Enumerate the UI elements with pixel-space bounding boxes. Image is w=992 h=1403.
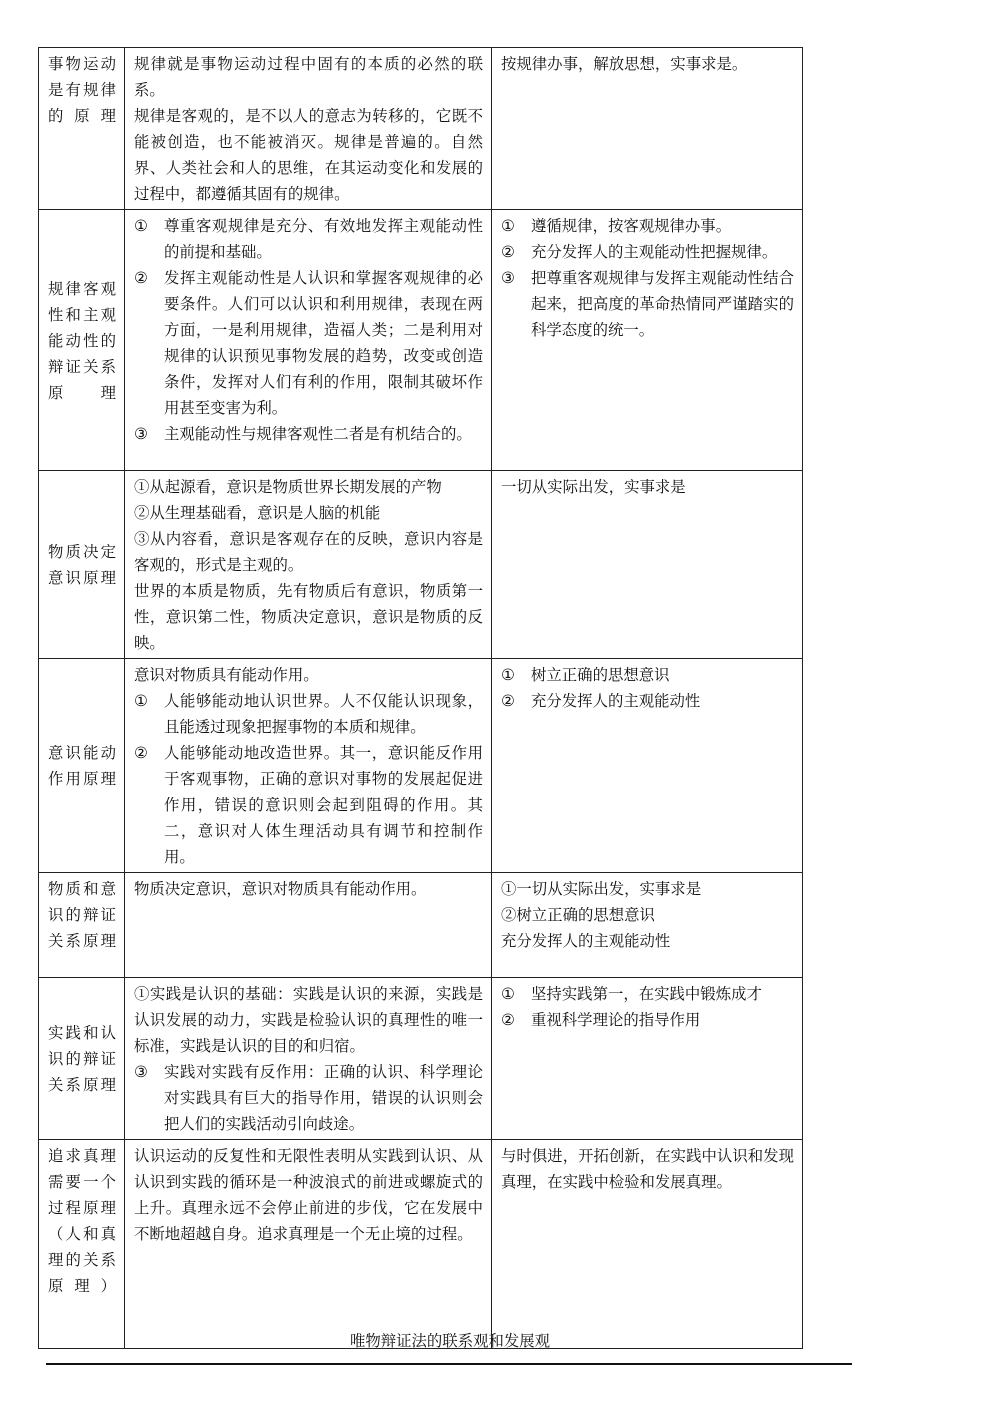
table-row: [39, 210, 803, 471]
table-row: [39, 48, 803, 210]
item-number: ②: [134, 744, 148, 762]
item-number: ①: [134, 217, 148, 235]
paragraph: 与时俱进，开拓创新，在实践中认识和发现真理，在实践中检验和发展真理。: [501, 1147, 794, 1191]
principle-name: 实践和认识的辩证关系原理: [39, 978, 125, 1140]
item-text: 主观能动性与规律客观性二者是有机结合的。: [164, 425, 472, 443]
principle-name: 物质和意识的辩证关系原理: [39, 873, 125, 978]
principle-name: 规律客观性和主观能动性的辩证关系原理: [39, 210, 125, 471]
footer-title: 唯物辩证法的联系观和发展观: [349, 1332, 551, 1350]
numbered-item: [134, 421, 483, 447]
item-number: ③: [501, 269, 515, 287]
table-row: [39, 1140, 803, 1349]
principle-method: [492, 210, 803, 471]
principle-name: 追求真理需要一个过程原理（人和真理的关系原理）: [39, 1140, 125, 1349]
table-row: [39, 471, 803, 659]
principle-method: [492, 471, 803, 659]
numbered-item: [501, 662, 794, 688]
numbered-item: [134, 688, 483, 740]
item-number: ③: [134, 1063, 148, 1081]
numbered-item: [501, 688, 794, 714]
principle-content: [125, 873, 492, 978]
paragraph: ③从内容看，意识是客观存在的反映，意识内容是客观的，形式是主观的。: [134, 530, 483, 574]
item-number: ②: [134, 269, 148, 287]
paragraph: 充分发挥人的主观能动性: [501, 932, 671, 950]
paragraph: 意识对物质具有能动作用。: [134, 666, 319, 684]
item-text: 充分发挥人的主观能动性: [531, 692, 701, 710]
item-text: 遵循规律，按客观规律办事。: [531, 217, 732, 235]
principle-content: [125, 471, 492, 659]
item-text: 坚持实践第一，在实践中锻炼成才: [531, 985, 762, 1003]
paragraph: ②从生理基础看，意识是人脑的机能: [134, 504, 381, 522]
principles-table: [38, 47, 803, 1349]
item-text: 树立正确的思想意识: [531, 666, 670, 684]
paragraph: ①一切从实际出发，实事求是: [501, 880, 702, 898]
paragraph: 规律是客观的，是不以人的意志为转移的，它既不能被创造，也不能被消灭。规律是普遍的。自然界、人类社会和人的思维，在其运动变化和发展的过程中，都遵循其固有的规律。: [134, 107, 483, 203]
item-text: 尊重客观规律是充分、有效地发挥主观能动性的前提和基础。: [164, 217, 483, 261]
paragraph: ①从起源看，意识是物质世界长期发展的产物: [134, 478, 442, 496]
principle-method: [492, 873, 803, 978]
paragraph: 按规律办事，解放思想，实事求是。: [501, 55, 748, 73]
principle-content: [125, 48, 492, 210]
principle-method: [492, 1140, 803, 1349]
numbered-item: [501, 239, 794, 265]
numbered-item: [134, 740, 483, 870]
footer-divider: [46, 1363, 852, 1365]
numbered-item: [501, 265, 794, 343]
principle-name: 事物运动是有规律的原理: [39, 48, 125, 210]
principles-table-body: [39, 48, 803, 1349]
principle-content: [125, 210, 492, 471]
numbered-item: [134, 213, 483, 265]
table-row: [39, 978, 803, 1140]
item-text: 人能够能动地认识世界。人不仅能认识现象，且能透过现象把握事物的本质和规律。: [164, 692, 483, 736]
paragraph: 物质决定意识，意识对物质具有能动作用。: [134, 880, 427, 898]
principle-content: [125, 659, 492, 873]
principle-content: [125, 978, 492, 1140]
item-number: ①: [501, 666, 515, 684]
item-text: 充分发挥人的主观能动性把握规律。: [531, 243, 778, 261]
item-number: ③: [134, 425, 148, 443]
numbered-item: [501, 981, 794, 1007]
numbered-item: [134, 265, 483, 421]
numbered-item: [501, 213, 794, 239]
numbered-item: [134, 1059, 483, 1137]
paragraph: 一切从实际出发，实事求是: [501, 478, 686, 496]
item-text: 发挥主观能动性是人认识和掌握客观规律的必要条件。人们可以认识和利用规律，表现在两方面，一是利用规律，造福人类；二是利用对规律的认识预见事物发展的趋势，改变或创造条件，发挥对人们有利的作用，限制其破坏作用甚至变害为利。: [164, 269, 483, 417]
principle-method: [492, 659, 803, 873]
item-text: 实践对实践有反作用：正确的认识、科学理论对实践具有巨大的指导作用，错误的认识则会把人们的实践活动引向歧途。: [164, 1063, 483, 1133]
table-row: [39, 659, 803, 873]
principle-name: 意识能动作用原理: [39, 659, 125, 873]
item-number: ①: [134, 692, 148, 710]
item-number: ①: [501, 217, 515, 235]
item-text: 人能够能动地改造世界。其一，意识能反作用于客观事物，正确的意识对事物的发展起促进作用，错误的意识则会起到阻碍的作用。其二，意识对人体生理活动具有调节和控制作用。: [164, 744, 483, 866]
principle-method: [492, 978, 803, 1140]
item-number: ②: [501, 692, 515, 710]
principle-method: [492, 48, 803, 210]
item-text: 把尊重客观规律与发挥主观能动性结合起来，把高度的革命热情同严谨踏实的科学态度的统一。: [531, 269, 794, 339]
table-row: [39, 873, 803, 978]
paragraph: 认识运动的反复性和无限性表明从实践到认识、从认识到实践的循环是一种波浪式的前进或螺旋式的上升。真理永远不会停止前进的步伐，它在发展中不断地超越自身。追求真理是一个无止境的过程。: [134, 1147, 483, 1243]
paragraph: 世界的本质是物质，先有物质后有意识，物质第一性，意识第二性，物质决定意识，意识是物质的反映。: [134, 582, 483, 652]
item-text: 重视科学理论的指导作用: [531, 1011, 701, 1029]
paragraph: 规律就是事物运动过程中固有的本质的必然的联系。: [134, 55, 483, 99]
principle-name: 物质决定意识原理: [39, 471, 125, 659]
principle-content: [125, 1140, 492, 1349]
numbered-item: [501, 1007, 794, 1033]
paragraph: ②树立正确的思想意识: [501, 906, 655, 924]
paragraph: ①实践是认识的基础：实践是认识的来源，实践是认识发展的动力，实践是检验认识的真理性的唯一标准，实践是认识的目的和归宿。: [134, 985, 483, 1055]
item-number: ①: [501, 985, 515, 1003]
item-number: ②: [501, 1011, 515, 1029]
item-number: ②: [501, 243, 515, 261]
